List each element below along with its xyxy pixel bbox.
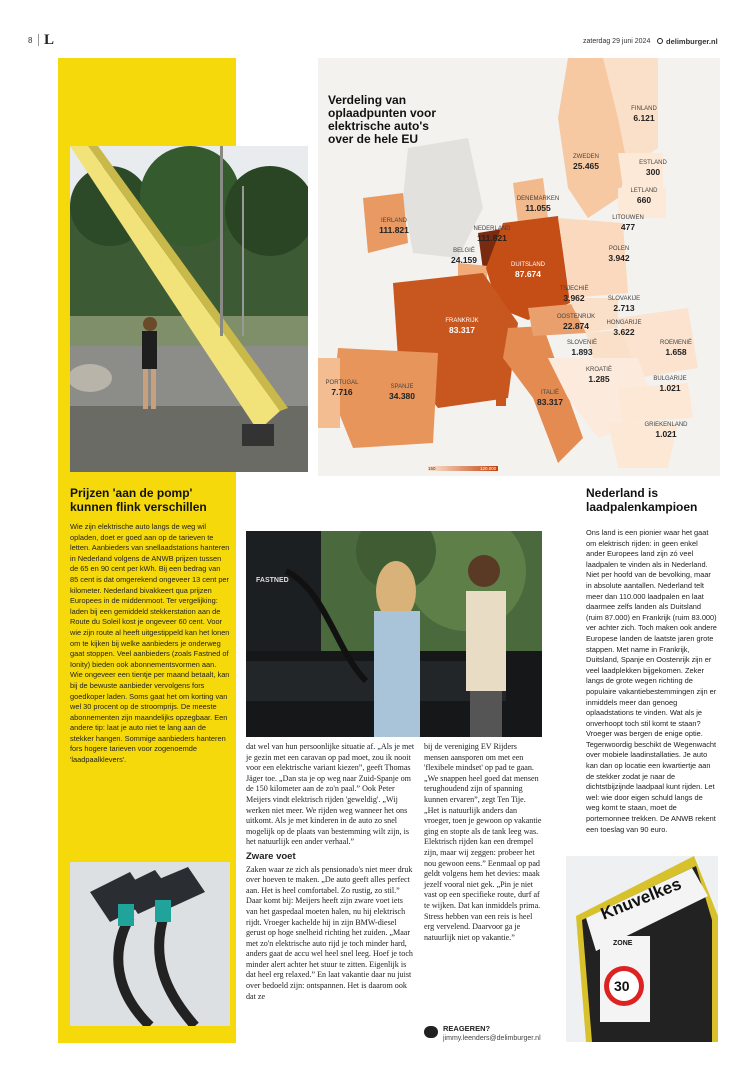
map-label-estland [629,160,677,177]
photo-sculpture [70,146,308,472]
map-title: Verdeling van oplaadpunten voor elektrische auto's over de hele EU [328,93,436,146]
map-country-value: 1.658 [665,347,687,357]
sign-speed: 30 [614,978,630,994]
article-column-1 [246,742,416,1002]
map-country-value: 300 [645,167,661,177]
map-legend-max: 120.000 [480,466,497,471]
map-country-value: 22.874 [563,321,589,331]
map-label-belgië [440,248,488,265]
map-label-denemarken [514,196,562,213]
map-label-nederland [468,226,516,243]
map-country-value: 83.317 [449,325,475,335]
map-country-value: 24.159 [451,255,477,265]
sculpture-illustration [70,146,308,472]
charger-illustration [70,862,230,1026]
map-country-name: NEDERLAND [473,226,511,232]
map-country-value: 34.380 [389,391,415,401]
map-label-letland [620,188,668,205]
sign-town-name: Knuvelkes [598,874,684,924]
map-country-name: POLEN [608,246,630,252]
station-brand: FASTNED [256,577,289,584]
map-country-name: ROEMENIË [659,340,692,346]
photo-town-sign [566,856,718,1042]
map-country-name: TSJECHIË [559,286,589,292]
map-country-name: BULGARIJE [653,376,687,382]
map-label-tsjechië [550,286,598,303]
map-label-italië [526,390,574,407]
map-label-polen [595,246,643,263]
map-label-portugal [318,380,366,397]
map-country-name: SPANJE [390,384,414,390]
map-label-oostenrijk [552,314,600,331]
map-label-bulgarije [646,376,694,393]
town-sign-illustration [566,856,718,1042]
map-country-value: 25.465 [573,161,599,171]
map-country-value: 11.055 [525,203,551,213]
article-col1-intro: dat wel van hun persoonlijke situatie af. „Als je met je gezin met een caravan op pad moet, zou ik nooit voor een elektrische variant kiezen”, geeft Thomas Jäger toe. „Dan sta je op weg naar Zuid-Spanje om de 150 kilometer aan de zo'n paal.” Ook Peter Meijers vindt elektrisch rijden 'geweldig'. „Wij werken niet meer. We rijden weg wanneer het ons uitkomt. Als je met kinderen in de auto zo snel mogelijk op de plaats van bestemming wilt zijn, is het natuurlijk een ander verhaal.” [246,742,415,847]
map-country-name: OOSTENRIJK [556,314,596,320]
comment-icon [424,1026,438,1038]
map-country-name: KROATIË [586,367,612,373]
sidebar-right-title: Nederland is laadpalenkampioen [586,486,698,514]
map-country-name: GRIEKENLAND [644,422,688,428]
header-date: zaterdag 29 juni 2024 [583,38,651,45]
map-country-name: ITALIË [541,390,559,396]
map-label-ierland [370,218,418,235]
map-country-name: HONGARIJE [606,320,642,326]
map-country-value: 660 [636,195,652,205]
map-country-name: FINLAND [631,106,657,112]
react-label: REAGEREN? [443,1024,491,1033]
map-country-name: SLOVAKIJE [607,296,641,302]
page-number: 8 [28,36,33,45]
header-site[interactable]: delimburger.nl [666,37,718,46]
map-country-name: DUITSLAND [510,262,545,268]
photo-chargers [70,862,230,1026]
map-country-value: 2.713 [613,303,635,313]
map-country-value: 83.317 [537,397,563,407]
map-country-name: SLOVENIË [566,340,597,346]
map-label-slovenië [558,340,606,357]
map-country-value: 3.962 [563,293,585,303]
eu-charging-map [318,58,720,476]
photo-couple-charging [246,531,542,737]
header-divider [38,34,39,46]
map-country-name: LITOUWEN [612,215,644,221]
map-country-value: 3.622 [613,327,635,337]
map-country-name: ZWEDEN [573,154,599,160]
map-country-name: IERLAND [380,218,407,224]
map-label-hongarije [600,320,648,337]
map-country-value: 111.821 [379,225,409,235]
map-country-value: 7.716 [331,387,353,397]
map-country-value: 1.893 [571,347,593,357]
map-country-value: 87.674 [515,269,541,279]
map-country-name: LETLAND [630,188,658,194]
map-country-value: 1.285 [588,374,610,384]
site-icon [657,38,663,44]
map-label-kroatië [575,367,623,384]
map-country-name: FRANKRIJK [445,318,479,324]
article-column-2: bij de vereniging EV Rijders mensen aansporen om met een 'flexibele mindset' op pad te gaan. „We snappen heel goed dat mensen terughoudend zijn of spanning kunnen ervaren”, zegt Ten Tije. „Het is natuurlijk anders dan vroeger, toen je gewoon op vakantie ging en stopte als de tank leeg was. Elektrisch rijden kan een drempel zijn, maar wij zeggen: probeer het nou gewoon eens.” Eenmaal op pad geldt volgens hem het devies: maak jezelf vooral niet gek. „Pin je niet vast op een specifieke route, durf af te wijken. Dat kan inmiddels prima. Stress hebben van een reis is heel erg vervelend. Daarvoor ga je natuurlijk niet op vakantie.” [424,742,542,942]
map-label-litouwen [604,215,652,232]
map-label-spanje [378,384,426,401]
map-country-value: 1.021 [659,383,681,393]
map-country-value: 6.121 [633,113,655,123]
map-legend-min: 150 [428,466,436,471]
map-country-value: 477 [620,222,636,232]
sign-zone: ZONE [613,940,633,947]
map-label-roemenië [652,340,700,357]
newspaper-logo: L [44,32,55,48]
map-label-zweden [562,154,610,171]
react-email[interactable]: jimmy.leenders@delimburger.nl [443,1035,541,1042]
map-label-slovakije [600,296,648,313]
map-label-finland [620,106,668,123]
map-label-griekenland [642,422,690,439]
map-country-value: 1.021 [655,429,677,439]
sidebar-left-body: Wie zijn elektrische auto langs de weg wil opladen, doet er goed aan op de tarieven te letten. Aanbieders van snellaadstations hanteren in Nederland volgens de ANWB prijzen tussen de 65 en 90 cent per kWh. Bij een bedrag van 85 cent is dat omgerekend ongeveer 13 cent per kilometer. Nederland bivakkeert qua prijzen Europees in de middenmoot. Ter vergelijking: laden bij een gemiddeld stekkerstation aan de Route du Soleil kost je ongeveer 60 cent. Voor wie zijn route al heeft uitgestippeld kan het lonen om te kijken bij welke aanbieders je onderweg gaat stoppen. Veel aanbieders (zoals Fastned of Ionity) bieden ook abonnementsvormen aan. Wie ongeveer een tientje per maand betaalt, kan bij de bewuste aanbieder vervolgens fors goedkoper laden. Soms gaat het om korting van wel 30 procent op de stroomprijs. De meeste abonnementen zijn maandelijks opzegbaar. Een andere tip: laat je auto niet te lang aan de stekker hangen. Sommige aanbieders hanteren fors hogere tarieven voor zogenoemde 'laadpaalklevers'. [70,522,230,765]
sidebar-right-body: Ons land is een pionier waar het gaat om elektrisch rijden: in geen enkel ander Europees land zijn zó veel laadpalen te vinden als in Nederland. Niet per hoofd van de bevolking, maar in absolute aantallen. Nederland telt meer dan 110.000 laadpalen en laat daarmee zelfs landen als Duitsland (ruim 87.000) en Frankrijk (ruim 83.000) ver achter zich. Toch maken ook andere Europese landen de laatste jaren grote stappen. Met name in Frankrijk, Duitsland, Spanje en Oostenrijk zijn er veel laadplekken bijgekomen. Zeker langs de grote wegen richting de populaire vakantiebestemmingen zijn er inmiddels meer dan genoeg oplaadstations te vinden. Wat als je onverhoopt toch stil komt te staan? Vroeger was bergen de enige optie. Tegenwoordig beschikt de Wegenwacht over mobiele laadinstallaties. Je auto kan dan op locatie een kwartiertje aan de stekker zodat je naar de dichtstbijzijnde laadpaal kunt rijden. Let wel: wie door eigen schuld langs de weg komt te staan, moet de portemonnee trekken. De ANWB rekent een toeslag van 90 euro. [586,528,717,834]
map-country-name: ESTLAND [639,160,667,166]
article-col1-rest: Zaken waar ze zich als pensionado's niet meer druk over hoeven te maken. „De auto geeft alles perfect aan. Het is heel comfortabel. Zo rustig, zo stil.” Daar komt bij: Meijers heeft zijn zware voet iets van het gaspedaal moeten halen, nu hij elektrisch rijdt. Vroeger kachelde hij in zijn BMW-diesel gerust op hoge snelheid richting het zuiden. „Maar met zo'n elektrische auto rijd je toch minder hard, anders gaat de accu wel heel snel leeg. Hoef je toch minder alert achter het stuur te zitten. Eigenlijk is dat heel erg relaxed.” En laat vakantie daar nu juist over bedoeld zijn: ontspannen. Het is daarom ook dat ze [246,864,413,1001]
map-country-value: 3.942 [608,253,630,263]
map-country-value: 111.821 [477,233,507,243]
map-country-name: BELGIË [453,248,475,254]
map-country-name: DENEMARKEN [516,196,560,202]
article-subhead: Zware voet [246,850,296,862]
map-label-frankrijk [438,318,486,335]
sidebar-left-title: Prijzen 'aan de pomp' kunnen flink verschillen [70,486,207,514]
couple-illustration [246,531,542,737]
map-label-duitsland [504,262,552,279]
map-country-name: PORTUGAL [325,380,359,386]
